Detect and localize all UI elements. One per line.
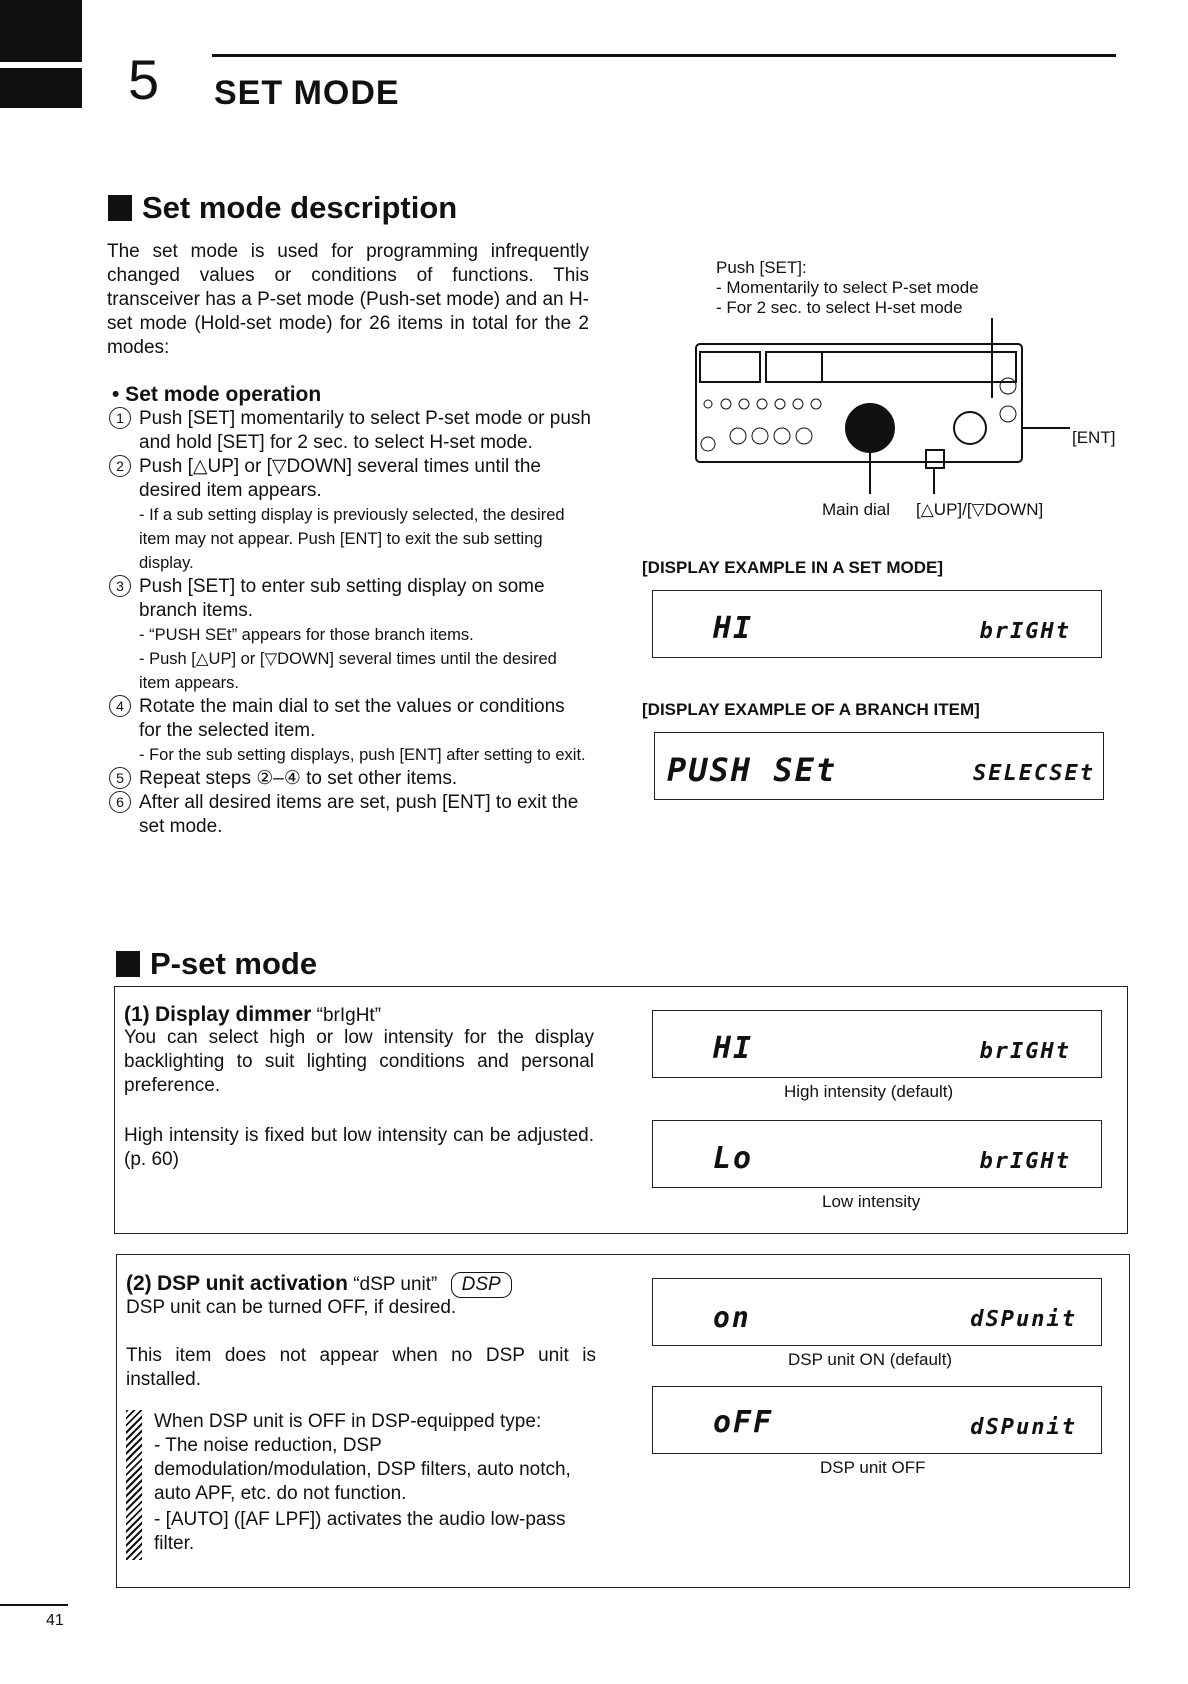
item-name: Display dimmer bbox=[154, 1003, 312, 1026]
lcd-right-text: dSPunit bbox=[970, 1307, 1077, 1332]
item-1-lcd-high bbox=[652, 1010, 1102, 1078]
transceiver-front-panel-illustration bbox=[690, 318, 1150, 518]
step-number: 5 bbox=[109, 767, 131, 789]
step-text: Push [△UP] or [▽DOWN] several times until the desired item appears. bbox=[139, 456, 541, 501]
main-dial bbox=[846, 404, 894, 452]
note-title: When DSP unit is OFF in DSP-equipped type: bbox=[154, 1411, 542, 1432]
branch-example-title: [DISPLAY EXAMPLE OF A BRANCH ITEM] bbox=[642, 700, 980, 719]
step-text: Push [SET] momentarily to select P-set mode or push and hold [SET] for 2 sec. to select H-set mode. bbox=[139, 408, 591, 453]
lcd-right-text: SELECSEt bbox=[973, 761, 1095, 786]
panel-meter bbox=[766, 352, 822, 382]
lcd-right-text: dSPunit bbox=[970, 1415, 1077, 1440]
section-bullet-square bbox=[108, 195, 132, 221]
item-2-lcd-on bbox=[652, 1278, 1102, 1346]
lcd-left-text: on bbox=[713, 1301, 751, 1334]
section-heading-p-set-mode bbox=[116, 946, 317, 982]
step-4 bbox=[109, 695, 592, 743]
item-number: (1) bbox=[124, 1003, 150, 1026]
chapter-thumb-gap bbox=[0, 62, 82, 68]
item-code: “dSP unit” bbox=[353, 1274, 438, 1295]
section-heading-set-mode-description bbox=[108, 190, 457, 226]
note-line-1: - The noise reduction, DSP demodulation/modulation, DSP filters, auto notch, auto APF, etc. do not function. bbox=[154, 1435, 571, 1504]
item-2-heading bbox=[126, 1272, 512, 1298]
note-hatch-bar bbox=[126, 1410, 142, 1560]
step-number: 2 bbox=[109, 455, 131, 477]
push-set-line-1: - Momentarily to select P-set mode bbox=[716, 278, 979, 297]
section-bullet-square bbox=[116, 951, 140, 977]
item-1-heading bbox=[124, 1003, 381, 1028]
note-line-2: - [AUTO] ([AF LPF]) activates the audio low-pass filter. bbox=[154, 1509, 566, 1554]
sub-dial bbox=[954, 412, 986, 444]
item-code: “brIgHt” bbox=[316, 1005, 382, 1026]
item-1-para-2: High intensity is fixed but low intensity can be adjusted. (p. 60) bbox=[124, 1125, 594, 1170]
step-1 bbox=[109, 407, 592, 455]
display-example-title: [DISPLAY EXAMPLE IN A SET MODE] bbox=[642, 558, 944, 577]
lcd-left-text: HI bbox=[713, 1031, 754, 1066]
section-title: P-set mode bbox=[150, 946, 318, 981]
step-text: Push [SET] to enter sub setting display on some branch items. bbox=[139, 576, 545, 621]
step-number: 4 bbox=[109, 695, 131, 717]
ent-label: [ENT] bbox=[1072, 428, 1116, 447]
chapter-title: SET MODE bbox=[214, 74, 400, 112]
chapter-thumb-tab bbox=[0, 0, 82, 108]
page-number: 41 bbox=[46, 1612, 64, 1629]
item-2-lcd-off-caption: DSP unit OFF bbox=[820, 1458, 926, 1477]
updown-keys bbox=[926, 450, 944, 468]
step-3-note-1: - “PUSH SEt” appears for those branch items. bbox=[139, 626, 474, 644]
item-number: (2) bbox=[126, 1272, 152, 1295]
item-2-para-1: DSP unit can be turned OFF, if desired. bbox=[126, 1297, 457, 1318]
section-title: Set mode description bbox=[142, 190, 458, 225]
step-5 bbox=[109, 767, 592, 791]
item-1-para-1: You can select high or low intensity for the display backlighting to suit lighting conditions and personal preference. bbox=[124, 1027, 594, 1096]
lcd-left-text: oFF bbox=[713, 1405, 774, 1440]
header-rule bbox=[212, 54, 1116, 57]
item-2-lcd-on-caption: DSP unit ON (default) bbox=[788, 1350, 953, 1369]
steps-list bbox=[109, 407, 592, 839]
panel-display bbox=[766, 352, 1016, 382]
item-1-lcd-low bbox=[652, 1120, 1102, 1188]
lcd-right-text: brIGHt bbox=[979, 619, 1071, 644]
step-2-note: - If a sub setting display is previously selected, the desired item may not appear. Push [ENT] to exit the sub setting display. bbox=[139, 506, 565, 572]
lcd-left-text: Lo bbox=[713, 1141, 754, 1176]
footer-rule bbox=[0, 1604, 68, 1606]
step-number: 3 bbox=[109, 575, 131, 597]
lcd-left-text: PUSH SEt bbox=[667, 751, 838, 789]
item-name: DSP unit activation bbox=[156, 1272, 348, 1295]
step-text: Repeat steps ②–④ to set other items. bbox=[139, 768, 458, 789]
branch-example-lcd bbox=[654, 732, 1104, 800]
item-2-lcd-off bbox=[652, 1386, 1102, 1454]
step-3-note-2: - Push [△UP] or [▽DOWN] several times until the desired item appears. bbox=[139, 650, 557, 692]
lcd-right-text: brIGHt bbox=[979, 1039, 1071, 1064]
step-number: 1 bbox=[109, 407, 131, 429]
lcd-left-text: HI bbox=[713, 611, 754, 646]
item-1-lcd-low-caption: Low intensity bbox=[822, 1192, 921, 1211]
step-4-note: - For the sub setting displays, push [ENT] after setting to exit. bbox=[139, 746, 586, 764]
push-set-title: Push [SET]: bbox=[716, 258, 807, 277]
updown-label: [△UP]/[▽DOWN] bbox=[916, 500, 1044, 519]
step-3 bbox=[109, 575, 592, 623]
panel-button-row bbox=[700, 352, 760, 382]
step-2 bbox=[109, 455, 592, 503]
step-number: 6 bbox=[109, 791, 131, 813]
push-set-line-2: - For 2 sec. to select H-set mode bbox=[716, 298, 963, 317]
dsp-badge: DSP bbox=[451, 1272, 512, 1298]
item-2-para-2: This item does not appear when no DSP unit is installed. bbox=[126, 1345, 596, 1390]
chapter-number: 5 bbox=[128, 48, 160, 111]
main-dial-label: Main dial bbox=[822, 500, 891, 519]
operation-title: • Set mode operation bbox=[112, 383, 322, 406]
display-example-lcd bbox=[652, 590, 1102, 658]
step-text: After all desired items are set, push [ENT] to exit the set mode. bbox=[139, 792, 579, 837]
lcd-right-text: brIGHt bbox=[979, 1149, 1071, 1174]
step-text: Rotate the main dial to set the values or conditions for the selected item. bbox=[139, 696, 565, 741]
intro-paragraph: The set mode is used for programming infrequently changed values or conditions of functions. This transceiver has a P-set mode (Push-set mode) and an H-set mode (Hold-set mode) for 26 items in total for the 2 modes: bbox=[107, 241, 589, 358]
item-1-lcd-high-caption: High intensity (default) bbox=[784, 1082, 954, 1101]
step-6 bbox=[109, 791, 592, 839]
